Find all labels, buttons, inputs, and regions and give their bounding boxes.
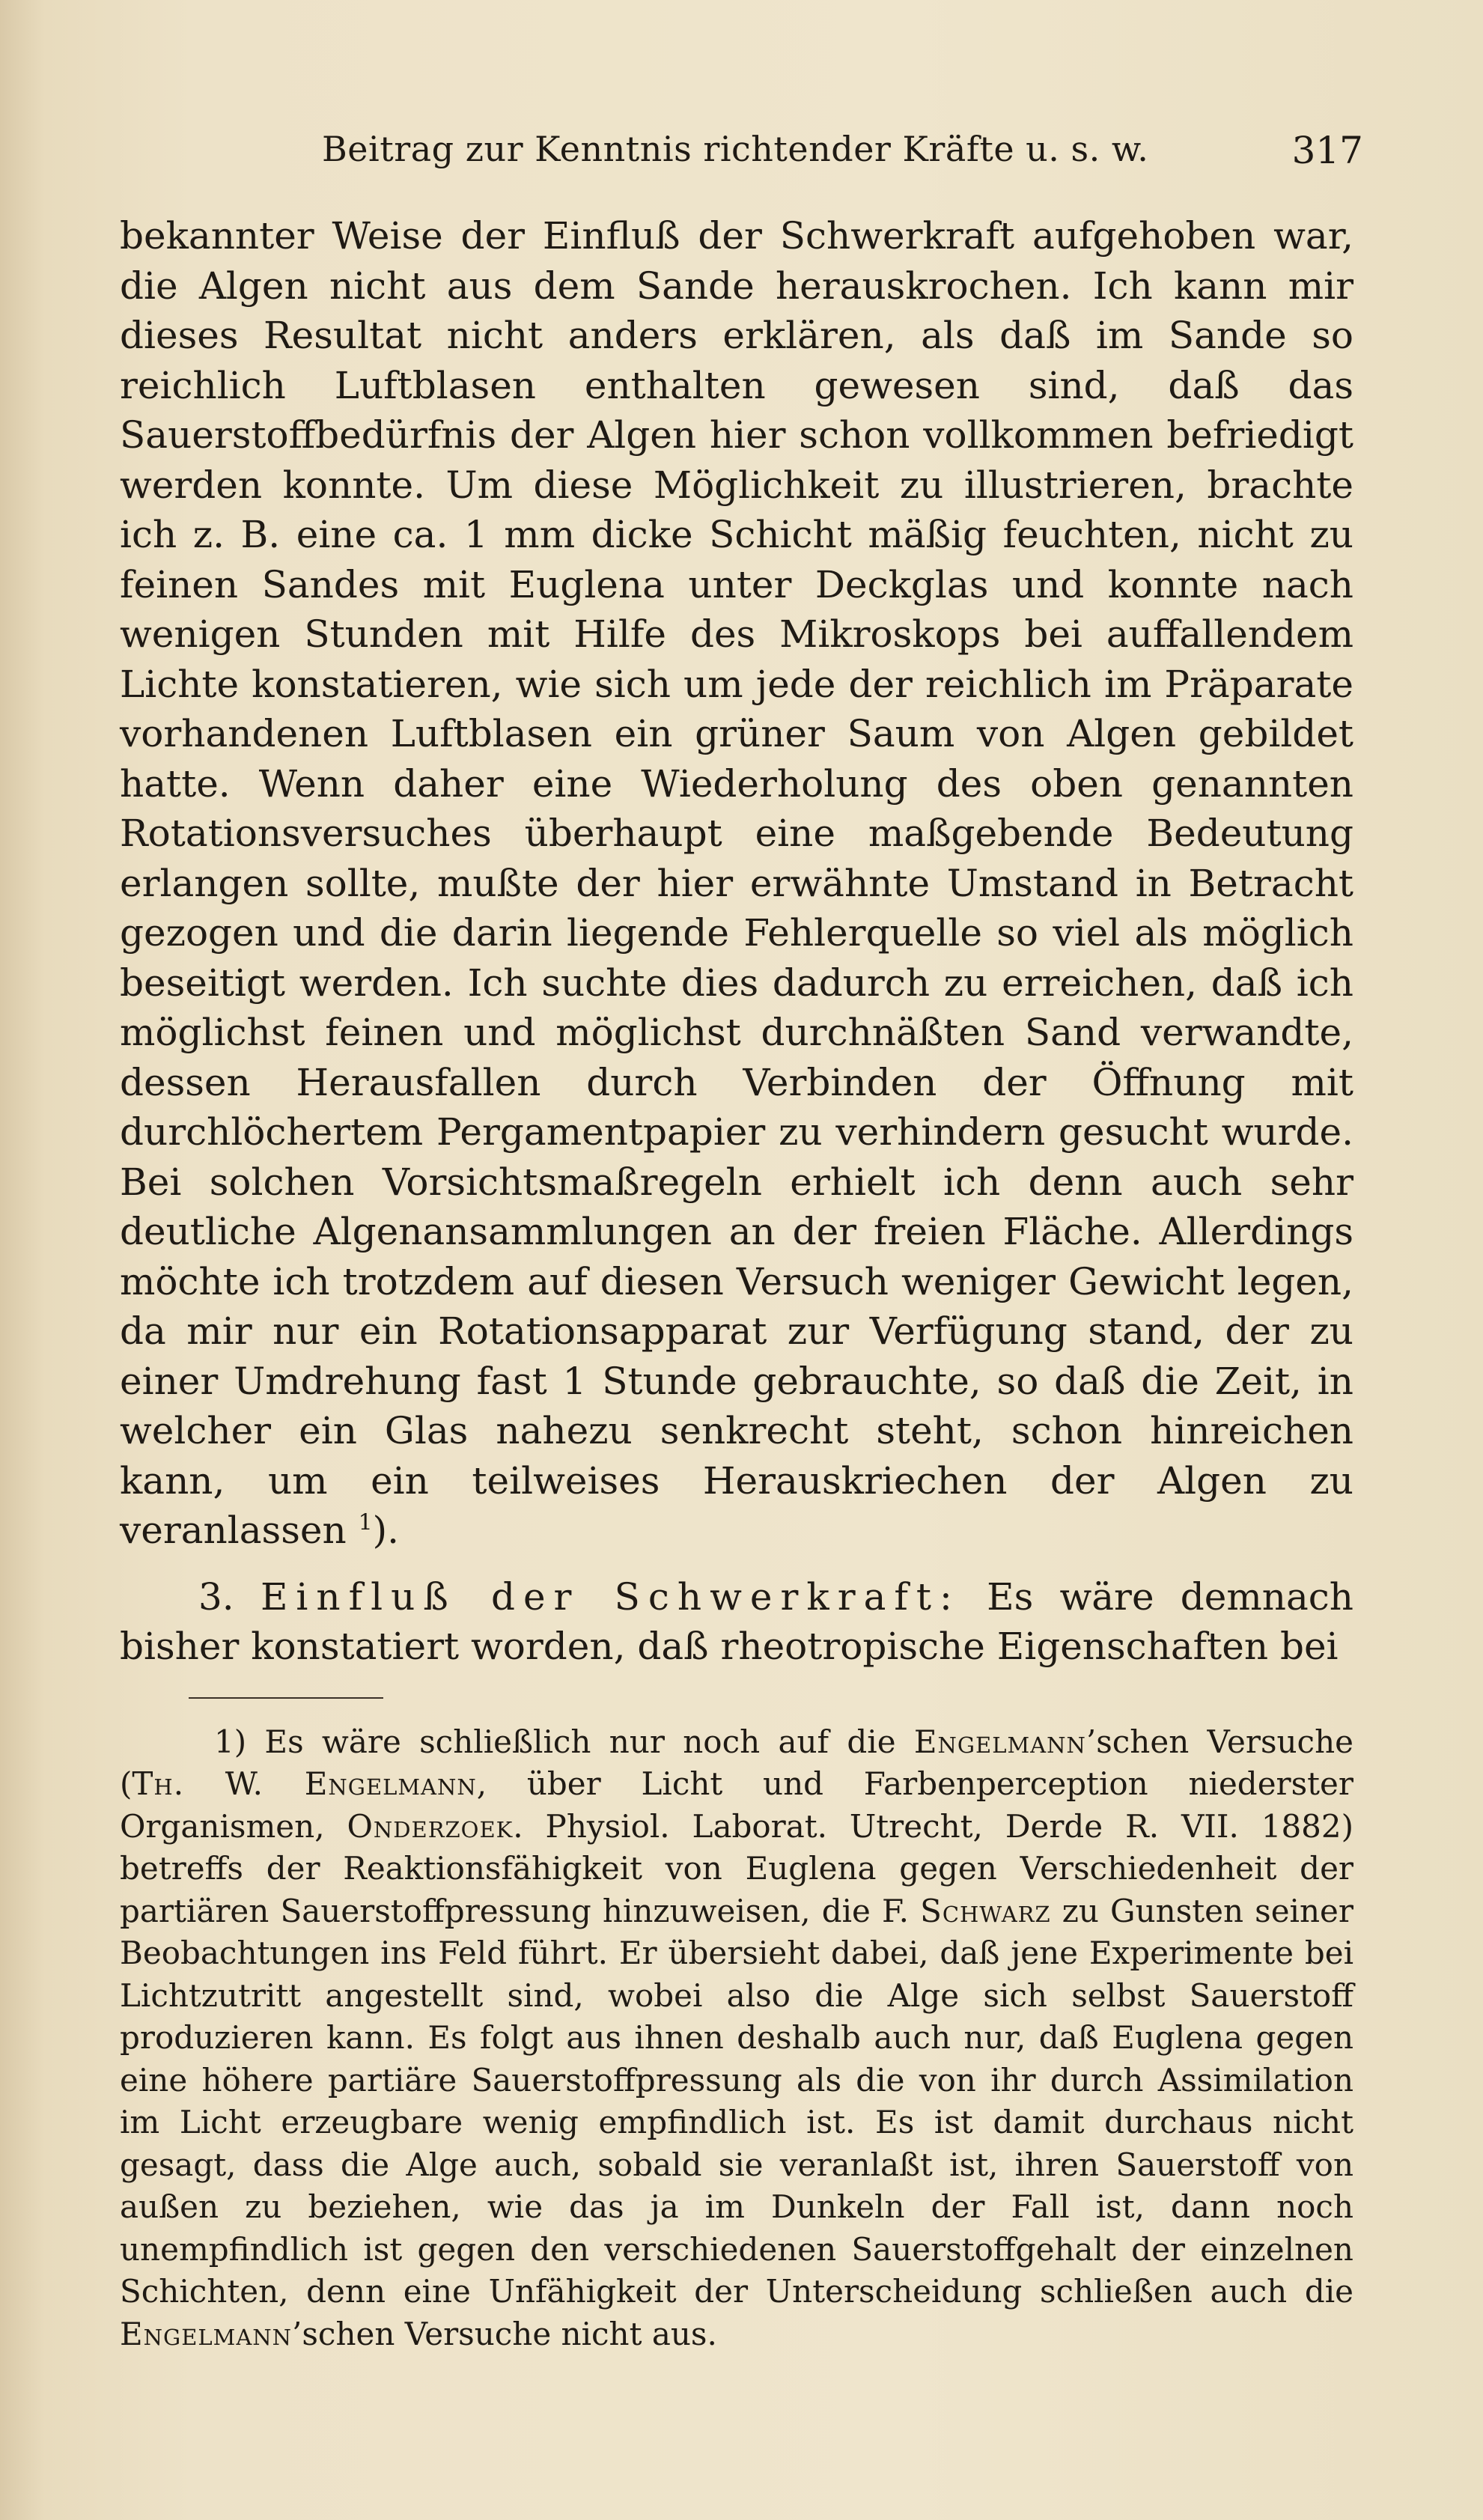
footnote-text: ’schen Versuche nicht aus.	[292, 2315, 717, 2352]
paragraph-end: ).	[372, 1509, 400, 1552]
section-number: 3.	[198, 1574, 234, 1619]
footnote-text: , über Licht und Farbenperception niederster Organismen,	[120, 1765, 1353, 1845]
footnote	[120, 1721, 1353, 2356]
footnote-marker: 1)	[214, 1723, 247, 1760]
page-number: 317	[1291, 129, 1363, 172]
footnote-text: . Physiol. Laborat. Utrecht, Derde R. VII. 1882) betreffs der Reaktionsfähigkeit von Euglena gegen Verschiedenheit der partiären Sauerstoffpressung hinzuweisen, die F.	[120, 1807, 1353, 1929]
section-text: Es wäre demnach bisher konstatiert worden, daß rheotropische Eigenschaften bei	[120, 1574, 1353, 1668]
section-paragraph	[120, 1572, 1353, 1672]
author-name: Engelmann	[120, 2315, 293, 2352]
footnote-text: zu Gunsten seiner Beobachtungen ins Feld führt. Er übersieht dabei, daß jene Experimente bei Lichtzutritt angestellt sind, wobei also die Alge sich selbst Sauerstoff produzieren kann. Es folgt aus ihnen deshalb auch nur, daß Euglena gegen eine höhere partiäre Sauerstoffpressung als die von ihr durch Assimilation im Licht erzeugbare wenig empfindlich ist. Es ist damit durchaus nicht gesagt, dass die Alge auch, sobald sie veranlaßt ist, ihren Sauerstoff von außen zu beziehen, wie das ja im Dunkeln der Fall ist, dann noch unempfindlich ist gegen den verschiedenen Sauerstoffgehalt der einzelnen Schichten, denn eine Unfähigkeit der Unterscheidung schließen auch die	[120, 1892, 1353, 2310]
footnote-divider	[189, 1697, 383, 1699]
author-name: Th. W. Engelmann	[132, 1765, 477, 1802]
footnote-text: ’schen Versuche (	[120, 1723, 1353, 1802]
main-text	[120, 211, 1353, 1672]
footnote-reference: 1	[358, 1509, 373, 1536]
source-name: Onderzoek	[347, 1807, 514, 1845]
page-header	[120, 129, 1363, 181]
footnote-paragraph	[120, 1721, 1353, 2356]
section-title: Einfluß der Schwerkraft:	[260, 1574, 960, 1619]
paragraph-text: bekannter Weise der Einfluß der Schwerkraft aufgehoben war, die Algen nicht aus dem Sande herauskrochen. Ich kann mir dieses Resultat nicht anders erklären, als daß im Sande so reichlich Luftblasen enthalten gewesen sind, daß das Sauerstoffbedürfnis der Algen hier schon vollkommen befriedigt werden konnte. Um diese Möglichkeit zu illustrieren, brachte ich z. B. eine ca. 1 mm dicke Schicht mäßig feuchten, nicht zu feinen Sandes mit Euglena unter Deckglas und konnte nach wenigen Stunden mit Hilfe des Mikroskops bei auffallendem Lichte konstatieren, wie sich um jede der reichlich im Präparate vorhandenen Luftblasen ein grüner Saum von Algen gebildet hatte. Wenn daher eine Wiederholung des oben genannten Rotationsversuches überhaupt eine maßgebende Bedeutung erlangen sollte, mußte der hier erwähnte Umstand in Betracht gezogen und die darin liegende Fehlerquelle so viel als möglich beseitigt werden. Ich suchte dies dadurch zu erreichen, daß ich möglichst feinen und möglichst durchnäßten Sand verwandte, dessen Herausfallen durch Verbinden der Öffnung mit durchlöchertem Pergamentpapier zu verhindern gesucht wurde. Bei solchen Vorsichtsmaßregeln erhielt ich denn auch sehr deutliche Algenansammlungen an der freien Fläche. Allerdings möchte ich trotzdem auf diesen Versuch weniger Gewicht legen, da mir nur ein Rotationsapparat zur Verfügung stand, der zu einer Umdrehung fast 1 Stunde gebrauchte, so daß die Zeit, in welcher ein Glas nahezu senkrecht steht, schon hinreichen kann, um ein teilweises Herauskriechen der Algen zu veranlassen	[120, 214, 1353, 1552]
page-body	[120, 211, 1353, 2355]
paragraph	[120, 211, 1353, 1556]
running-title: Beitrag zur Kenntnis richtender Kräfte u. s. w.	[322, 129, 1149, 169]
author-name: Engelmann	[913, 1723, 1086, 1760]
author-name: Schwarz	[920, 1892, 1051, 1929]
footnote-text: Es wäre schließlich nur noch auf die	[264, 1723, 896, 1760]
